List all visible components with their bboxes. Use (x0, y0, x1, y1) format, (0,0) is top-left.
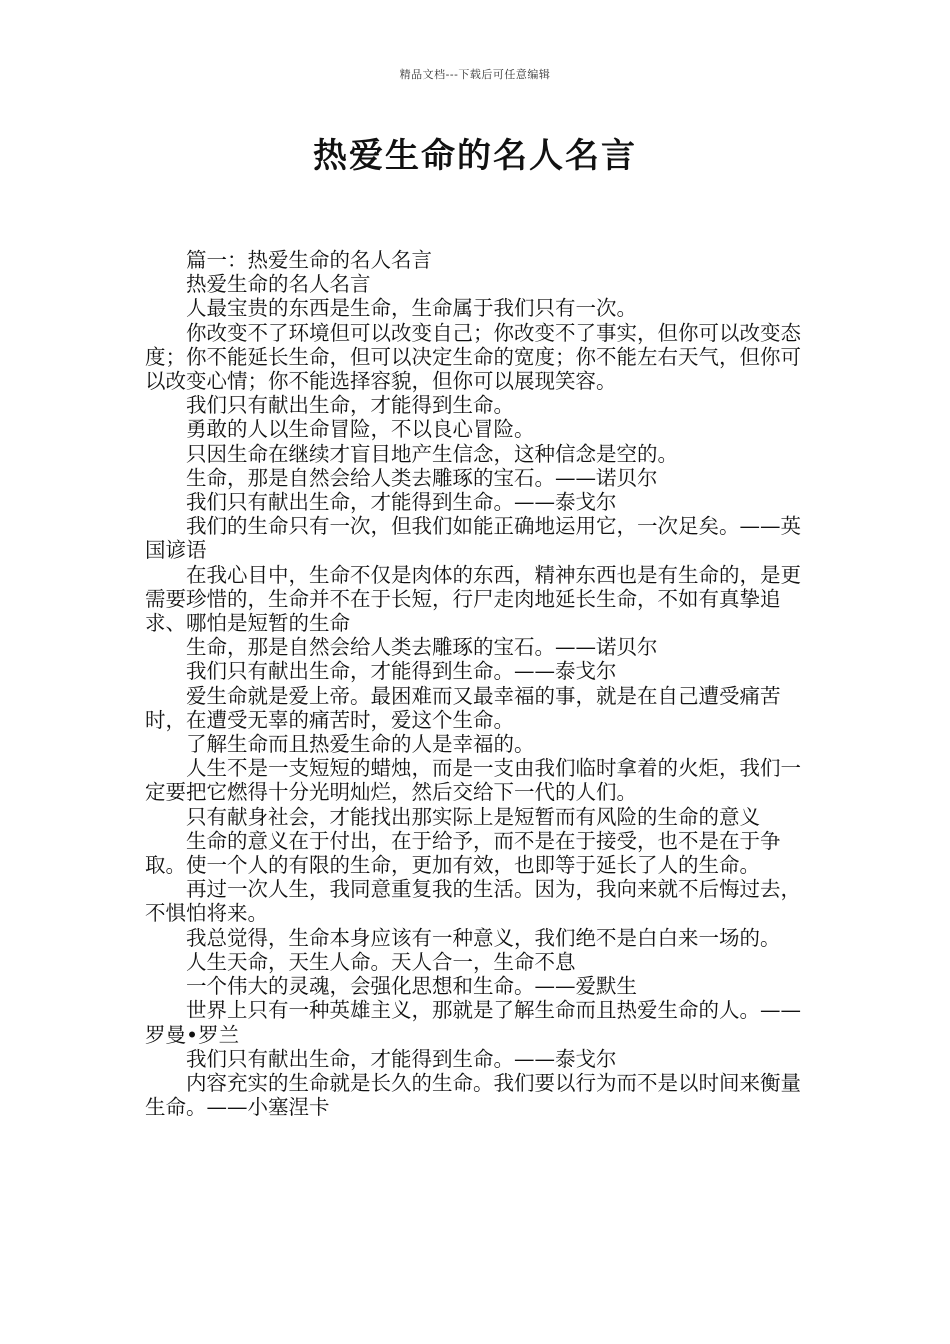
paragraph: 人最宝贵的东西是生命，生命属于我们只有一次。 (186, 296, 637, 321)
paragraph: 勇敢的人以生命冒险，不以良心冒险。 (186, 417, 535, 442)
header-note: 精品文档---下载后可任意编辑 (399, 68, 551, 81)
paragraph: 生命，那是自然会给人类去雕琢的宝石。——诺贝尔 (186, 465, 658, 490)
paragraph: 爱生命就是爱上帝。最困难而又最幸福的事，就是在自己遭受痛苦时，在遭受无辜的痛苦时，爱这个生命。 (145, 683, 781, 732)
page-title: 热爱生命的名人名言 (313, 136, 637, 176)
paragraph: 生命的意义在于付出，在于给予，而不是在于接受，也不是在于争取。使一个人的有限的生命，更加有效，也即等于延长了人的生命。 (145, 828, 781, 878)
paragraph: 生命，那是自然会给人类去雕琢的宝石。——诺贝尔 (186, 635, 658, 660)
paragraph: 人生不是一支短短的蜡烛，而是一支由我们临时拿着的火炬，我们一定要把它燃得十分光明灿烂，然后交给下一代的人们。 (145, 756, 801, 805)
paragraph: 我们只有献出生命，才能得到生命。 (186, 393, 514, 418)
paragraph: 在我心目中，生命不仅是肉体的东西，精神东西也是有生命的，是更需要珍惜的，生命并不在于长短，行尸走肉地延长生命，不如有真挚追求、哪怕是短暂的生命 (145, 562, 801, 636)
paragraph: 我总觉得，生命本身应该有一种意义，我们绝不是白白来一场的。 (186, 925, 781, 950)
paragraph: 篇一：热爱生命的名人名言 (186, 248, 432, 272)
paragraph: 我们只有献出生命，才能得到生命。——泰戈尔 (186, 659, 617, 684)
paragraph: 我们只有献出生命，才能得到生命。——泰戈尔 (186, 1046, 617, 1071)
paragraph: 只有献身社会，才能找出那实际上是短暂而有风险的生命的意义 (186, 804, 760, 829)
paragraph: 内容充实的生命就是长久的生命。我们要以行为而不是以时间来衡量生命。——小塞涅卡 (145, 1070, 801, 1120)
paragraph: 我们只有献出生命，才能得到生命。——泰戈尔 (186, 490, 617, 515)
paragraph: 人生天命，天生人命。天人合一，生命不息 (186, 949, 576, 974)
paragraph: 只因生命在继续才盲目地产生信念，这种信念是空的。 (186, 441, 678, 466)
paragraph: 热爱生命的名人名言 (186, 272, 371, 297)
paragraph: 了解生命而且热爱生命的人是幸福的。 (186, 732, 535, 757)
paragraph: 世界上只有一种英雄主义，那就是了解生命而且热爱生命的人。——罗曼•罗兰 (145, 998, 801, 1047)
paragraph: 我们的生命只有一次，但我们如能正确地运用它，一次足矣。——英国谚语 (145, 514, 801, 563)
paragraph: 再过一次人生，我同意重复我的生活。因为，我向来就不后悔过去，不惧怕将来。 (145, 877, 801, 926)
paragraph: 一个伟大的灵魂，会强化思想和生命。——爱默生 (186, 974, 637, 999)
paragraph: 你改变不了环境但可以改变自己；你改变不了事实，但你可以改变态度；你不能延长生命，但可以决定生命的宽度；你不能左右天气，但你可以改变心情；你不能选择容貌，但你可以展现笑容。 (145, 320, 801, 394)
body-text (145, 248, 813, 1119)
